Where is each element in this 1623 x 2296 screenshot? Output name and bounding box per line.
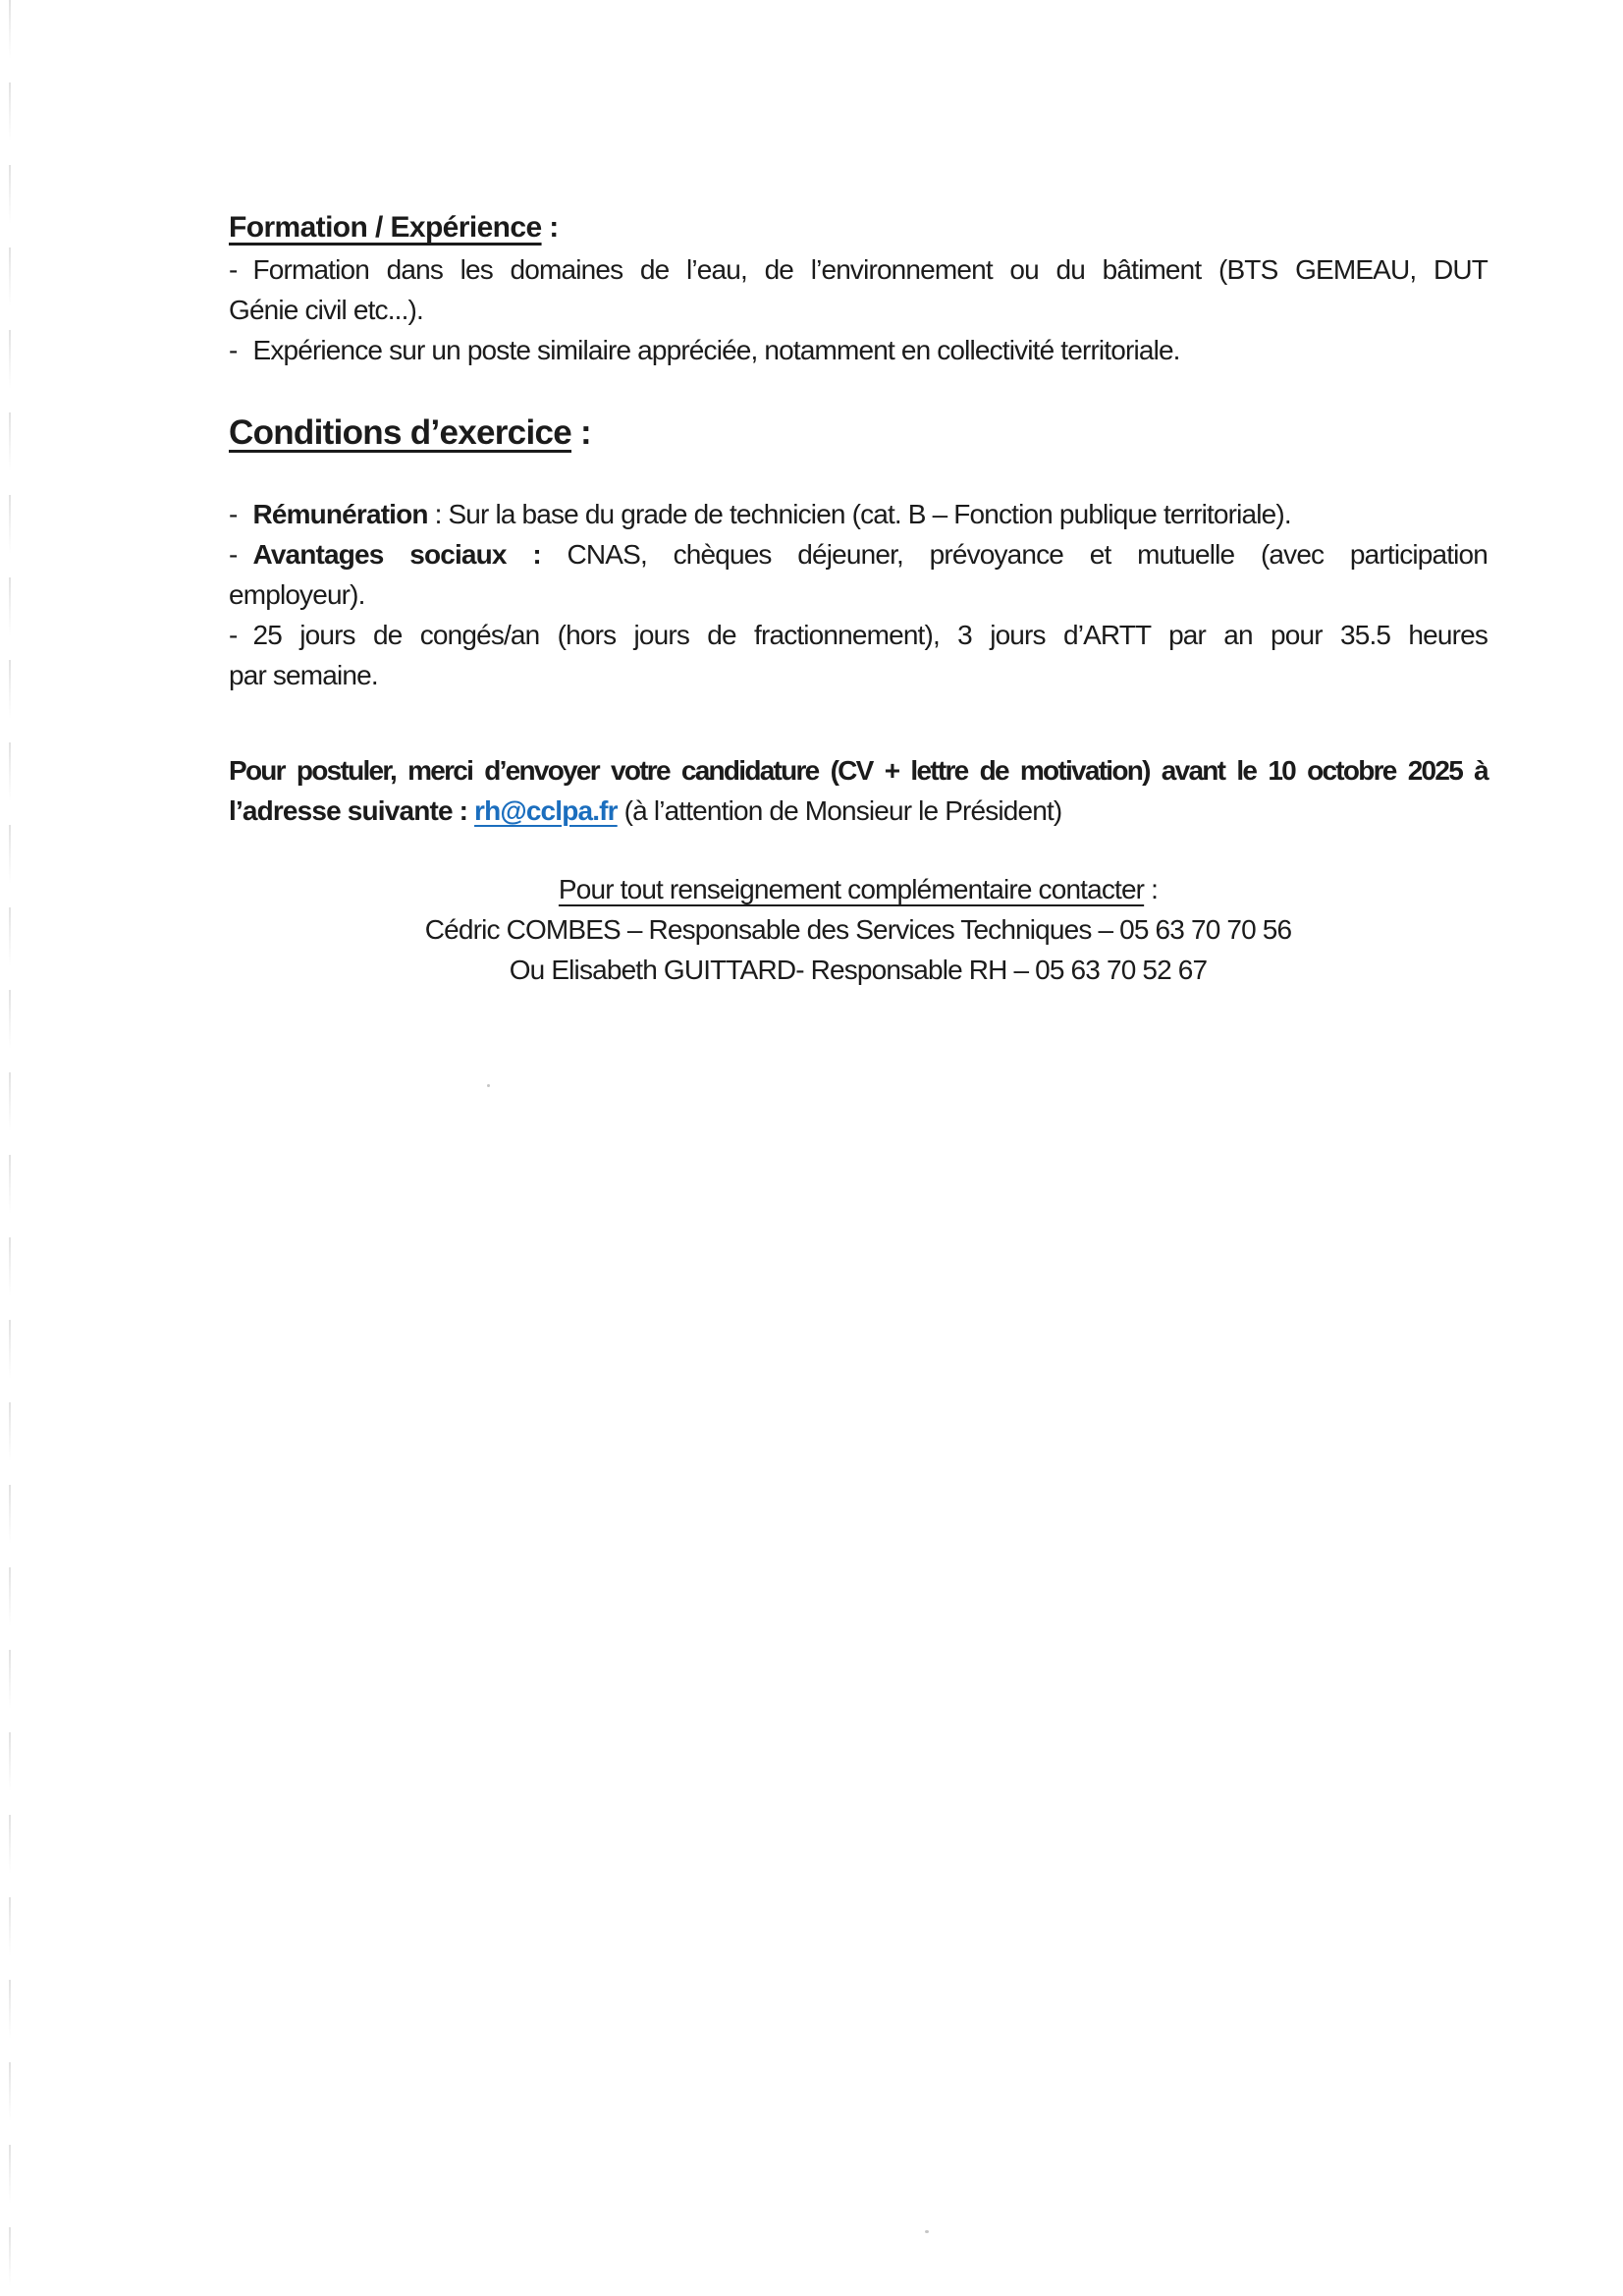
contact-heading bbox=[229, 869, 1488, 909]
apply-line2 bbox=[229, 791, 1488, 831]
heading-text: Conditions d’exercice bbox=[229, 413, 572, 452]
contact-block bbox=[229, 869, 1488, 990]
contact-person-2-text: Ou Elisabeth GUITTARD- Responsable RH – 05 63 70 52 67 bbox=[509, 955, 1208, 985]
conges-continuation: par semaine. bbox=[229, 660, 378, 690]
conges-text: 25 jours de congés/an (hors jours de fractionnement), 3 jours d’ARTT par an pour 35.5 heures bbox=[252, 620, 1488, 650]
conditions-bullet-remuneration bbox=[229, 494, 1488, 534]
bullet-dash: - bbox=[229, 539, 238, 570]
bullet-dash: - bbox=[229, 620, 238, 650]
contact-person-1 bbox=[229, 909, 1488, 950]
apply-line1 bbox=[229, 750, 1488, 791]
conditions-bullet-conges-line1 bbox=[229, 615, 1488, 655]
conditions-list bbox=[229, 494, 1488, 695]
bullet-dash: - bbox=[229, 335, 238, 365]
contact-heading-text: Pour tout renseignement complémentaire contacter bbox=[558, 874, 1145, 904]
apply-text-line2-rest: (à l’attention de Monsieur le Président) bbox=[617, 795, 1062, 826]
document-content bbox=[229, 0, 1488, 990]
formation-bullet2-line bbox=[229, 330, 1488, 370]
conditions-bullet-avantages-line1 bbox=[229, 534, 1488, 574]
formation-bullet1-line2 bbox=[229, 290, 1488, 330]
contact-person-1-text: Cédric COMBES – Responsable des Services Techniques – 05 63 70 70 56 bbox=[424, 914, 1292, 945]
scan-artifact-line bbox=[9, 0, 11, 2296]
apply-text-line1: Pour postuler, merci d’envoyer votre candidature (CV + lettre de motivation) avant le 10 octobre 2025 à bbox=[229, 755, 1488, 786]
bullet-dash: - bbox=[229, 254, 238, 285]
avantages-label: Avantages sociaux : bbox=[252, 539, 541, 570]
bullet-dash: - bbox=[229, 499, 238, 529]
avantages-text: CNAS, chèques déjeuner, prévoyance et mutuelle (avec participation bbox=[540, 539, 1488, 570]
conditions-bullet-avantages-line2 bbox=[229, 574, 1488, 615]
scan-speckle bbox=[925, 2230, 929, 2233]
heading-colon: : bbox=[541, 211, 559, 244]
apply-paragraph bbox=[229, 750, 1488, 831]
formation-bullet1-continuation: Génie civil etc...). bbox=[229, 295, 423, 325]
scan-speckle bbox=[487, 1084, 490, 1087]
conditions-bullet-conges-line2 bbox=[229, 655, 1488, 695]
formation-bullet2-text: Expérience sur un poste similaire appréciée, notamment en collectivité territoriale. bbox=[252, 335, 1180, 365]
apply-text-line2-lead: l’adresse suivante : bbox=[229, 795, 475, 826]
remuneration-label: Rémunération bbox=[252, 499, 428, 529]
section-heading-formation-experience bbox=[229, 206, 1488, 249]
section-heading-conditions-exercice bbox=[229, 410, 1488, 456]
email-link[interactable]: rh@cclpa.fr bbox=[474, 795, 618, 826]
contact-heading-colon: : bbox=[1144, 874, 1159, 904]
heading-colon: : bbox=[571, 413, 591, 452]
remuneration-text: : Sur la base du grade de technicien (cat. B – Fonction publique territoriale). bbox=[427, 499, 1291, 529]
contact-person-2 bbox=[229, 950, 1488, 990]
avantages-continuation: employeur). bbox=[229, 579, 365, 610]
heading-text: Formation / Expérience bbox=[229, 211, 542, 244]
formation-bullet1-text: Formation dans les domaines de l’eau, de l’environnement ou du bâtiment (BTS GEMEAU, DUT bbox=[252, 254, 1488, 285]
formation-bullet1-line1 bbox=[229, 249, 1488, 290]
